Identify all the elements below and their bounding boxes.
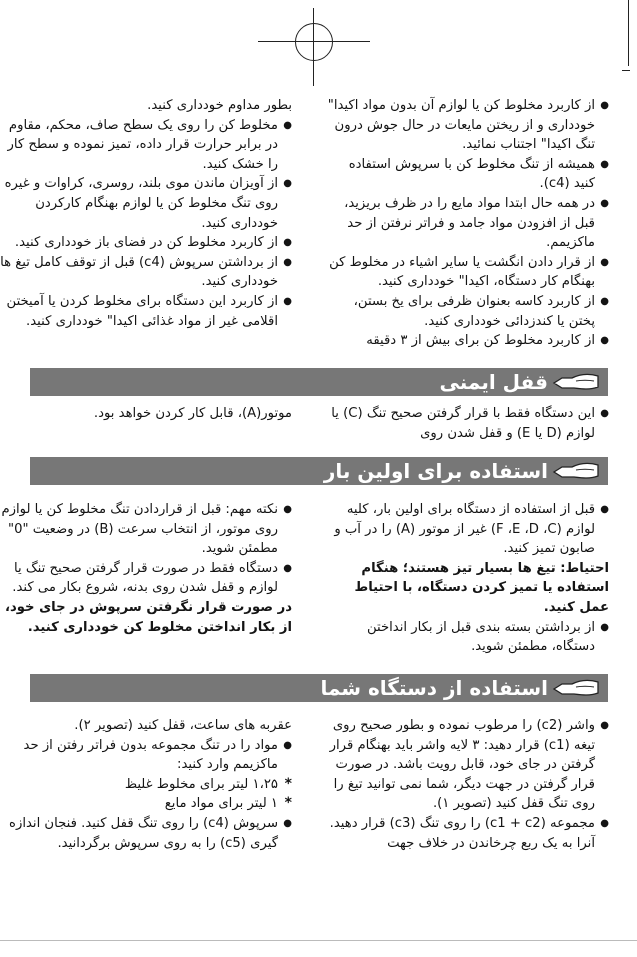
section-title: استفاده از دستگاه شما [320,676,548,700]
page-bottom-rule [0,940,637,941]
safety-item-11: ● از کاربرد این دستگاه برای مخلوط کردن یا آمیختن اقلامی غیر از مواد غذائی اکیدا" خودداری کنید. [0,292,292,331]
section1-right-column [327,96,609,351]
usage-item-2: ● مجموعه (c1 + c2) را روی تنگ (c3) قرار دهید. آنرا به یک ربع چرخاندن در خلاف جهت [327,814,609,853]
first-use-warning: در صورت قرار نگرفتن سرپوش در جای خود، از بکار انداختن مخلوط کن خودداری کنید. [4,599,292,635]
safety-item-7: ● مخلوط کن را روی یک سطح صاف، محکم، مقاوم در برابر حرارت قرار داده، تمیز نموده و سطح کار را خشک کنید. [0,116,292,175]
section-title: قفل ایمنی [439,370,548,394]
safety-item-2: ● همیشه از تنگ مخلوط کن با سرپوش استفاده کنید (c4). [327,155,609,194]
section4-left-column [0,716,292,853]
section-header-first-use [30,457,608,485]
crop-mark-right [628,0,629,66]
usage-item-2-continued: عقربه های ساعت، قفل کنید (تصویر ۲). [74,718,292,733]
safety-item-6: ● از کاربرد مخلوط کن برای بیش از ۳ دقیقه [327,331,609,351]
usage-item-4: ● سرپوش (c4) را روی تنگ قفل کنید. فنجان اندازه گیری (c5) را به روی سرپوش برگردانید. [0,814,292,853]
safety-item-6-continued: بطور مداوم خودداری کنید. [147,98,292,113]
usage-item-3: ● مواد را در تنگ مجموعه بدون فراتر رفتن از حد ماکزیمم وارد کنید: [0,736,292,775]
safety-item-8: ● از آویزان ماندن موی بلند، روسری، کراوات و غیره روی تنگ مخلوط کن یا لوازم بهنگام کارکردن خودداری کنید. [0,174,292,233]
hand-arrow-icon [552,459,600,483]
safety-item-1: ● از کاربرد مخلوط کن یا لوازم آن بدون مواد اکیدا" خودداری و از ریختن مایعات در حال جوش درون تنگ اکیدا" اجتناب نمائید. [327,96,609,155]
usage-item-1: ● واشر (c2) را مرطوب نموده و بطور صحیح روی تیغه (c1) قرار دهید: ۳ لایه واشر باید بهنگام قرار گرفتن در جای خود، قابل رویت باشد. در صورت قرار گرفتن در جهت دیگر، شما نمی توانید تیغ را روی تنگ قفل کنید (تصویر ۱). [327,716,609,814]
hand-arrow-icon [552,676,600,700]
section-header-safety-lock [30,368,608,396]
hand-arrow-icon [552,370,600,394]
crop-mark-right-tick [622,70,630,71]
first-use-caution: احتیاط: تیغ ها بسیار تیز هستند؛ هنگام استفاده یا تمیز کردن دستگاه، با احتیاط عمل کنید. [354,560,609,615]
safety-lock-item-continued: موتور(A)، قابل کار کردن خواهد بود. [93,406,292,421]
section1-left-column [0,96,292,331]
first-use-item-4: ● دستگاه فقط در صورت قرار گرفتن صحیح تنگ یا لوازم و قفل شدن روی بدنه، شروع بکار می کند. [0,559,292,598]
safety-item-10: ● از برداشتن سرپوش (c4) قبل از توقف کامل تیغ ها خودداری کنید. [0,253,292,292]
safety-item-5: ● از کاربرد کاسه بعنوان ظرفی برای یخ بستن، پختن یا کندزدائی خودداری کنید. [327,292,609,331]
section-title: استفاده برای اولین بار [323,459,548,483]
safety-lock-item: ● این دستگاه فقط با قرار گرفتن صحیح تنگ (C) یا لوازم (D یا E) و قفل شدن روی [327,404,609,443]
usage-capacity-thick: * ۱،۲۵ لیتر برای مخلوط غلیظ [0,775,292,795]
section4-right-column [327,716,609,853]
section2-left-column [0,404,292,424]
registration-mark-circle [295,23,333,61]
usage-capacity-liquid: * ۱ لیتر برای مواد مایع [0,794,292,814]
first-use-item-2: ● از برداشتن بسته بندی قبل از بکار انداختن دستگاه، مطمئن شوید. [327,618,609,657]
first-use-item-1: ● قبل از استفاده از دستگاه برای اولین بار، کلیه لوازم (F ،E ،D ،C) غیر از موتور (A) را در آب و صابون تمیز کنید. [327,500,609,559]
section3-right-column [327,500,609,657]
section2-right-column [327,404,609,443]
safety-item-4: ● از قرار دادن انگشت یا سایر اشیاء در مخلوط کن بهنگام کار دستگاه، اکیدا" خودداری کنید. [327,253,609,292]
section-header-using-appliance [30,674,608,702]
safety-item-3: ● در همه حال ابتدا مواد مایع را در ظرف بریزید، قبل از افزودن مواد جامد و فراتر نرفتن از حد ماکزیمم. [327,194,609,253]
safety-item-9: ● از کاربرد مخلوط کن در فضای باز خودداری کنید. [0,233,292,253]
first-use-item-3: ● نکته مهم: قبل از قراردادن تنگ مخلوط کن یا لوازم روی موتور، از انتخاب سرعت (B) در وضعیت "0" مطمئن شوید. [0,500,292,559]
section3-left-column [0,500,292,637]
